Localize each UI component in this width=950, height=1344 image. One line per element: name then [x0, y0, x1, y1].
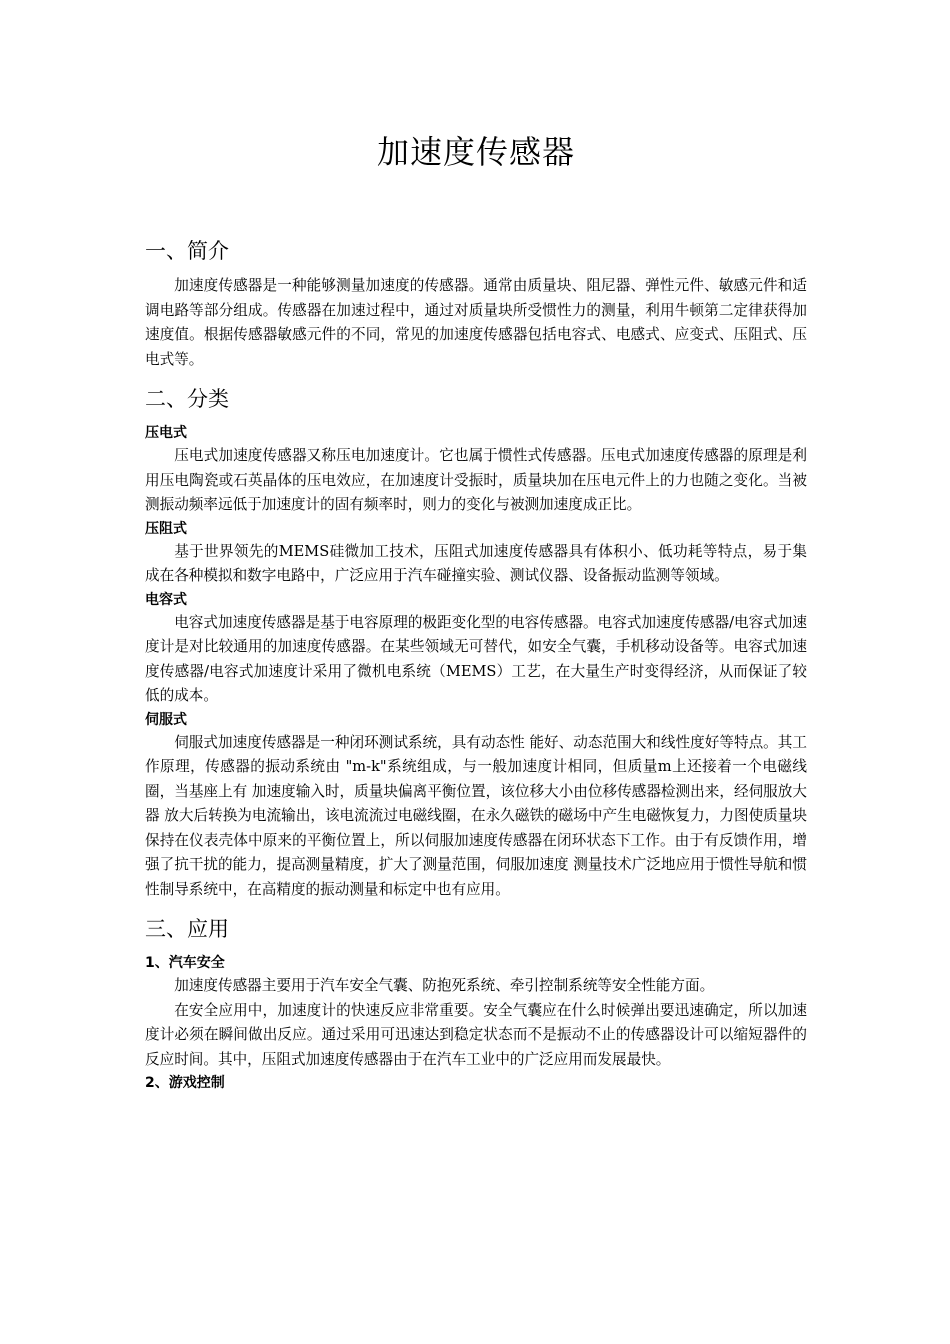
subsection-heading: 1、汽车安全 [145, 955, 225, 971]
section-heading: 二、分类 [145, 387, 229, 411]
paragraph: 加速度传感器主要用于汽车安全气囊、防抱死系统、牵引控制系统等安全性能方面。 [174, 977, 715, 994]
subsection-heading: 压电式 [145, 425, 187, 441]
document-title: 加速度传感器 [376, 133, 575, 171]
subsection-heading: 压阻式 [145, 520, 187, 537]
paragraph: 电容式加速度传感器是基于电容原理的极距变化型的电容传感器。电容式加速度传感器/电容式加速度计是对比较通用的加速度传感器。在某些领域无可替代，如安全气囊，手机移动设备等。电容式加速度传感器/电容式加速度计采用了微机电系统（MEMS）工艺，在大量生产时变得经济，从而保证了较低的成本。 [145, 613, 807, 704]
paragraph: 伺服式加速度传感器是一种闭环测试系统，具有动态性 能好、动态范围大和线性度好等特点。其工作原理，传感器的振动系统由 "m-k"系统组成，与一般加速度计相同，但质量m上还接着一个电磁线圈，当基座上有 加速度输入时，质量块偏离平衡位置，该位移大小由位移传感器检测出来，经伺服放大器 放大后转换为电流输出，该电流流过电磁线圈，在永久磁铁的磁场中产生电磁恢复力，力图使质量块保持在仪表壳体中原来的平衡位置上，所以伺服加速度传感器在闭环状态下工作。由于有反馈作用，增强了抗干扰的能力，提高测量精度，扩大了测量范围，伺服加速度 测量技术广泛地应用于惯性导航和惯性制导系统中，在高精度的振动测量和标定中也有应用。 [145, 733, 807, 898]
section-classification [145, 384, 807, 902]
paragraph: 压电式加速度传感器又称压电加速度计。它也属于惯性式传感器。压电式加速度传感器的原理是利用压电陶瓷或石英晶体的压电效应，在加速度计受振时，质量块加在压电元件上的力也随之变化。当被测振动频率远低于加速度计的固有频率时，则力的变化与被测加速度成正比。 [145, 447, 807, 513]
paragraph: 在安全应用中，加速度计的快速反应非常重要。安全气囊应在什么时候弹出要迅速确定，所以加速度计必须在瞬间做出反应。通过采用可迅速达到稳定状态而不是振动不止的传感器设计可以缩短器件的反应时间。其中，压阻式加速度传感器由于在汽车工业中的广泛应用而发展最快。 [145, 1001, 807, 1068]
section-heading: 一、简介 [145, 239, 229, 263]
subsection-heading: 2、游戏控制 [145, 1075, 225, 1091]
document-body [145, 126, 807, 1106]
subsection-heading: 伺服式 [145, 711, 187, 728]
section-heading: 三、应用 [145, 917, 229, 941]
section-intro [145, 236, 807, 372]
subsection-heading: 电容式 [145, 591, 187, 608]
section-applications [145, 914, 807, 1094]
paragraph: 基于世界领先的MEMS硅微加工技术，压阻式加速度传感器具有体积小、低功耗等特点，易于集成在各种模拟和数字电路中，广泛应用于汽车碰撞实验、测试仪器、设备振动监测等领域。 [145, 542, 807, 584]
paragraph: 加速度传感器是一种能够测量加速度的传感器。通常由质量块、阻尼器、弹性元件、敏感元件和适调电路等部分组成。传感器在加速过程中，通过对质量块所受惯性力的测量，利用牛顿第二定律获得加速度值。根据传感器敏感元件的不同，常见的加速度传感器包括电容式、电感式、应变式、压阻式、压电式等。 [145, 277, 807, 368]
